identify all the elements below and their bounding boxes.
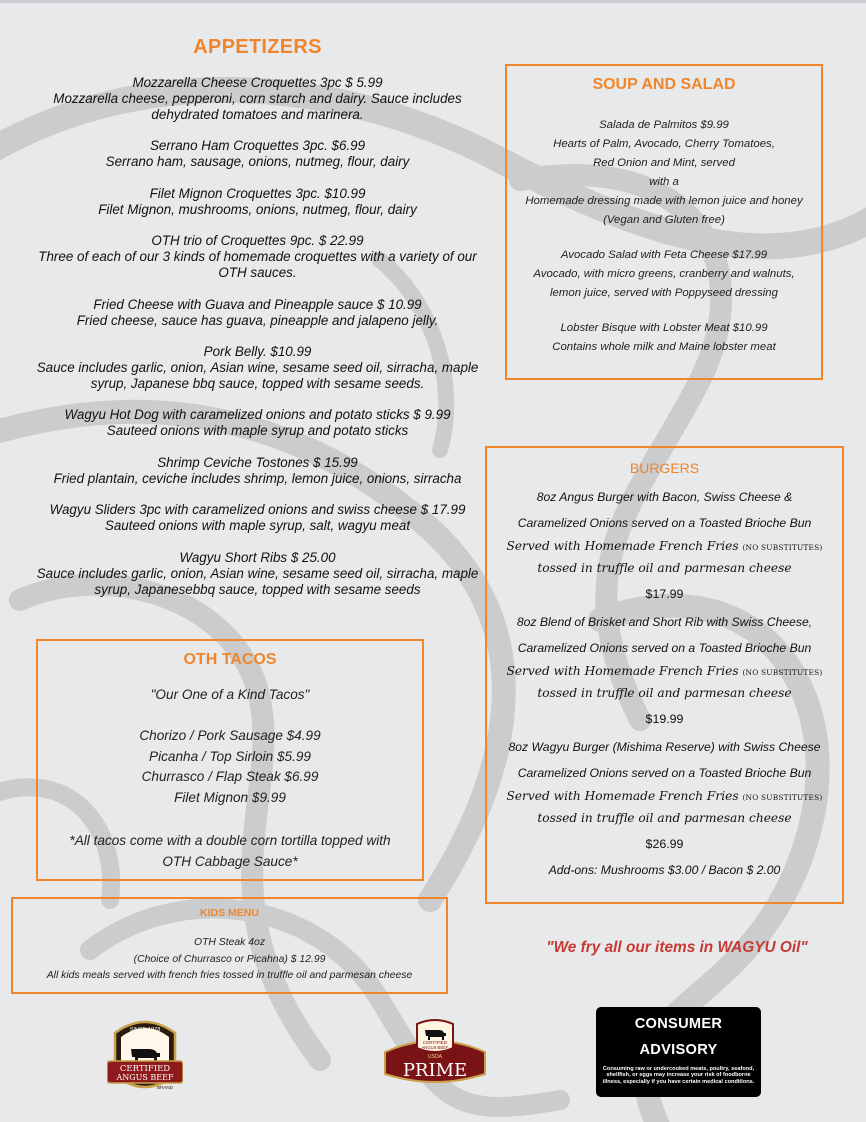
appetizer-name: OTH trio of Croquettes 9pc. $ 22.99 [151, 233, 364, 249]
appetizer-item [30, 502, 485, 534]
appetizer-name: Wagyu Short Ribs $ 25.00 [179, 549, 336, 565]
soup-salad-line: Homemade dressing made with lemon juice and honey [525, 195, 803, 207]
advisory-title-line: ADVISORY [639, 1041, 718, 1058]
appetizer-description: Fried plantain, ceviche includes shrimp, lemon juice, onions, sirracha [53, 470, 462, 486]
appetizer-name: Fried Cheese with Guava and Pineapple sauce $ 10.99 [93, 296, 422, 312]
burgers-box [485, 446, 844, 904]
burger-served-with [487, 536, 842, 558]
burger-name: 8oz Angus Burger with Bacon, Swiss Cheese & [536, 490, 793, 504]
burger-served-with [487, 661, 842, 683]
appetizer-item [30, 550, 485, 598]
appetizer-description: Fried cheese, sauce has guava, pineapple and jalapeno jelly. [76, 312, 439, 328]
appetizer-item [30, 297, 485, 329]
soup-salad-line: Hearts of Palm, Avocado, Cherry Tomatoes, [553, 138, 775, 150]
tacos-note [38, 830, 422, 872]
appetizer-item [30, 344, 485, 392]
appetizer-description: Sauce includes garlic, onion, Asian wine, sesame seed oil, sirracha, maple syrup, Japanesebbq sauce, topped with sesame seeds [36, 565, 479, 597]
burger-addons: Add-ons: Mushrooms $3.00 / Bacon $ 2.00 [548, 863, 781, 877]
certified-angus-beef-logo [107, 1013, 183, 1095]
kids-menu-box [11, 897, 448, 994]
served-with-text: Served with Homemade French Fries [506, 789, 739, 803]
burger-description: Caramelized Onions served on a Toasted Brioche Bun [517, 766, 812, 780]
soup-salad-line: Red Onion and Mint, served [593, 157, 735, 169]
appetizer-description: Serrano ham, sausage, onions, nutmeg, flour, dairy [105, 154, 410, 170]
taco-item: Picanha / Top Sirloin $5.99 [149, 748, 311, 764]
soup-salad-item [507, 246, 821, 303]
taco-item: Filet Mignon $9.99 [174, 789, 286, 805]
no-substitutes-text: (NO SUBSTITUTES) [742, 668, 823, 677]
appetizers-section [30, 36, 485, 613]
wagyu-oil-slogan: "We fry all our items in WAGYU Oil" [546, 939, 808, 956]
prime-usda-text: USDA [428, 1054, 442, 1060]
usda-prime-logo [381, 1018, 489, 1084]
no-substitutes-text: (NO SUBSTITUTES) [742, 793, 823, 802]
appetizer-description: Sauce includes garlic, onion, Asian wine, sesame seed oil, sirracha, maple syrup, Japanese bbq sauce, topped with sesame seeds. [36, 359, 479, 391]
burger-name: 8oz Blend of Brisket and Short Rib with Swiss Cheese, [516, 615, 813, 629]
served-with-text: Served with Homemade French Fries [506, 664, 739, 678]
burger-description: Caramelized Onions served on a Toasted Brioche Bun [517, 516, 812, 530]
cab-since-text: SINCE 1978 [129, 1027, 161, 1033]
burger-item [487, 734, 842, 859]
soup-salad-line: Lobster Bisque with Lobster Meat $10.99 [560, 322, 768, 334]
burger-item [487, 609, 842, 734]
tacos-note-line: OTH Cabbage Sauce* [162, 854, 298, 869]
appetizer-name: Pork Belly. $10.99 [203, 343, 312, 359]
appetizer-description: Three of each of our 3 kinds of homemade croquettes with a variety of our OTH sauces. [38, 249, 477, 281]
burger-truffle-note: tossed in truffle oil and parmesan cheese [537, 561, 792, 575]
cab-line1-text: CERTIFIED [119, 1064, 171, 1074]
prime-word-text: PRIME [402, 1060, 468, 1081]
advisory-body: Consuming raw or undercooked meats, poultry, seafood, shellfish, or eggs may increase your risk of foodborne illness, especially if you have certain medical conditions. [602, 1066, 755, 1085]
appetizer-item [30, 138, 485, 170]
appetizer-item [30, 455, 485, 487]
kids-menu-title: KIDS MENU [200, 907, 259, 919]
burgers-title: BURGERS [629, 460, 700, 476]
no-substitutes-text: (NO SUBSTITUTES) [742, 543, 823, 552]
burger-price: $17.99 [645, 587, 684, 601]
kids-item-note: All kids meals served with french fries tossed in truffle oil and parmesan cheese [46, 970, 413, 981]
soup-salad-list [507, 116, 821, 357]
prime-top2-text: ANGUS BEEF [421, 1045, 449, 1050]
tacos-tagline: "Our One of a Kind Tacos" [150, 687, 310, 702]
burger-price: $26.99 [645, 837, 684, 851]
appetizer-item [30, 186, 485, 218]
soup-salad-box [505, 64, 823, 380]
soup-salad-line: (Vegan and Gluten free) [603, 214, 725, 226]
burger-truffle-note: tossed in truffle oil and parmesan cheese [537, 686, 792, 700]
cab-brand-text: BRAND [157, 1085, 173, 1090]
appetizer-name: Wagyu Sliders 3pc with caramelized onions and swiss cheese $ 17.99 [49, 502, 466, 518]
appetizers-list [30, 75, 485, 598]
burger-description: Caramelized Onions served on a Toasted Brioche Bun [517, 641, 812, 655]
prime-top1-text: CERTIFIED [422, 1040, 448, 1045]
soup-salad-item [507, 116, 821, 230]
burgers-list [487, 484, 842, 859]
appetizer-description: Sauteed onions with maple syrup, salt, wagyu meat [104, 518, 411, 534]
appetizer-description: Sauteed onions with maple syrup and potato sticks [106, 423, 409, 439]
tacos-box [36, 639, 424, 881]
appetizer-name: Serrano Ham Croquettes 3pc. $6.99 [149, 138, 366, 154]
appetizer-name: Shrimp Ceviche Tostones $ 15.99 [157, 454, 358, 470]
burger-name: 8oz Wagyu Burger (Mishima Reserve) with Swiss Cheese [508, 740, 821, 754]
tacos-list [38, 726, 422, 808]
burger-truffle-note: tossed in truffle oil and parmesan cheese [537, 811, 792, 825]
burger-price: $19.99 [645, 712, 684, 726]
appetizer-name: Mozzarella Cheese Croquettes 3pc $ 5.99 [132, 75, 383, 90]
served-with-text: Served with Homemade French Fries [506, 539, 739, 553]
burger-item [487, 484, 842, 609]
soup-salad-line: Contains whole milk and Maine lobster meat [552, 341, 776, 353]
burger-served-with [487, 786, 842, 808]
soup-salad-title: SOUP AND SALAD [592, 76, 736, 93]
soup-salad-line: Salada de Palmitos $9.99 [599, 119, 729, 131]
kids-item-name: OTH Steak 4oz [193, 937, 266, 948]
advisory-title-line: CONSUMER [634, 1016, 723, 1032]
consumer-advisory-box [596, 1007, 761, 1097]
appetizer-name: Wagyu Hot Dog with caramelized onions and potato sticks $ 9.99 [64, 407, 451, 423]
cab-line2-text: ANGUS BEEF [116, 1073, 174, 1082]
appetizers-title: APPETIZERS [193, 36, 322, 58]
soup-salad-line: Avocado Salad with Feta Cheese $17.99 [560, 249, 768, 261]
appetizer-description: Filet Mignon, mushrooms, onions, nutmeg, flour, dairy [98, 201, 417, 217]
soup-salad-line: with a [649, 176, 679, 188]
soup-salad-item [507, 319, 821, 357]
appetizer-description: Mozzarella cheese, pepperoni, corn starch and dairy. Sauce includes dehydrated tomatoes and marinera. [53, 91, 462, 122]
appetizer-item [30, 75, 485, 123]
soup-salad-line: lemon juice, served with Poppyseed dressing [550, 287, 778, 299]
appetizer-item [30, 407, 485, 439]
tacos-title: OTH TACOS [183, 651, 277, 668]
taco-item: Chorizo / Pork Sausage $4.99 [139, 728, 321, 743]
tacos-note-line: *All tacos come with a double corn tortilla topped with [69, 833, 391, 848]
taco-item: Churrasco / Flap Steak $6.99 [141, 769, 319, 784]
kids-item-choice: (Choice of Churrasco or Picahna) $ 12.99 [133, 953, 326, 965]
appetizer-item [30, 233, 485, 281]
soup-salad-line: Avocado, with micro greens, cranberry and walnuts, [533, 268, 795, 280]
appetizer-name: Filet Mignon Croquettes 3pc. $10.99 [149, 185, 366, 201]
